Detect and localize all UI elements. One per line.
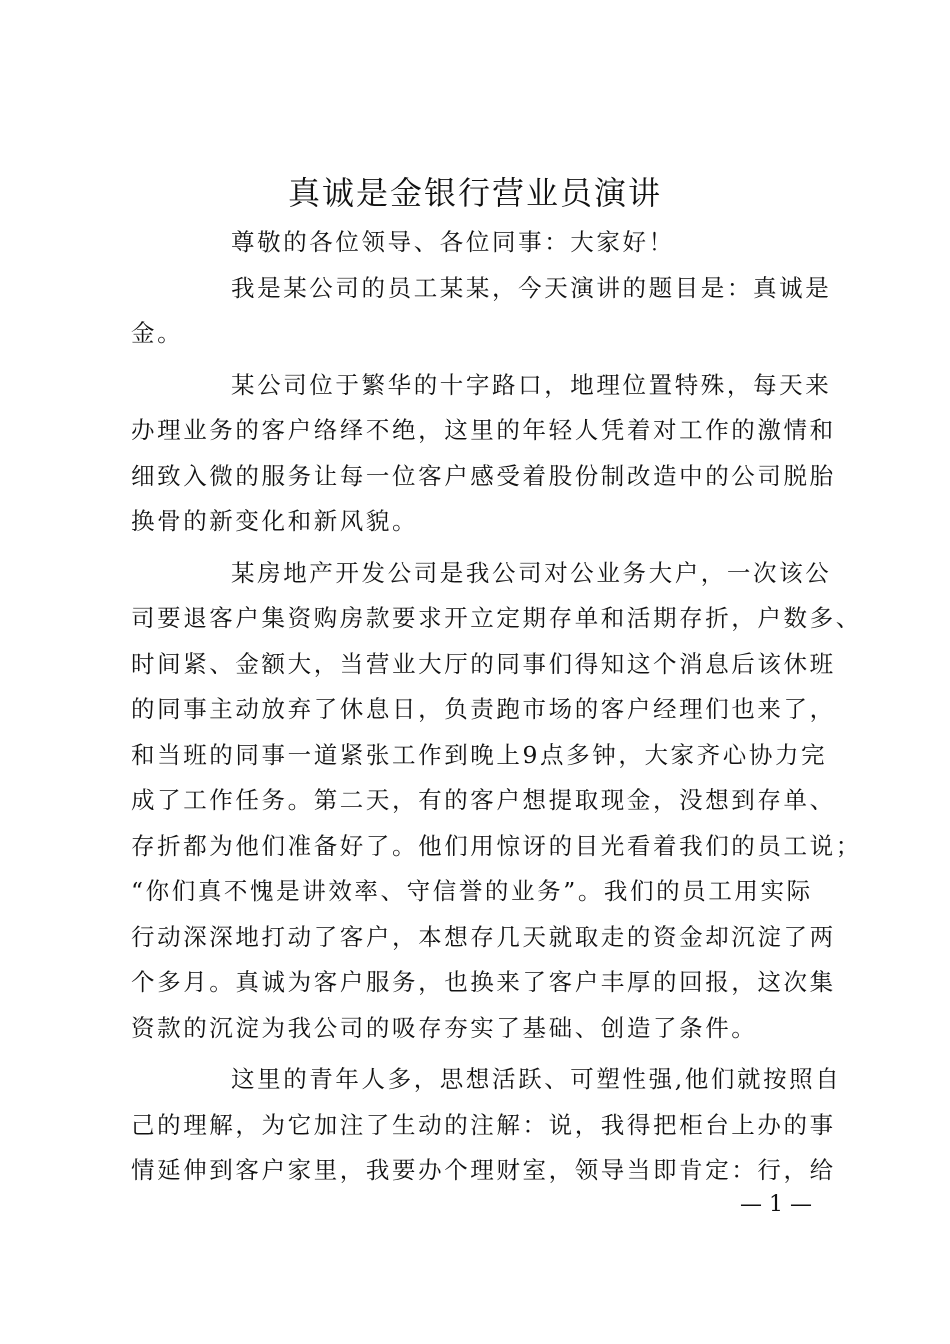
text-line: 存折都为他们准备好了。他们用惊讶的目光看着我们的员工说； [131, 831, 862, 860]
text-line: 个多月。真诚为客户服务，也换来了客户丰厚的回报，这次集 [131, 968, 836, 996]
paragraph-story [131, 551, 862, 1052]
text-line: 办理业务的客户络绎不绝，这里的年轻人凭着对工作的激情和 [131, 416, 836, 444]
text-line: 的同事主动放弃了休息日，负责跑市场的客户经理们也来了， [131, 695, 836, 723]
text-line: 这里的青年人多，思想活跃、可塑性强,他们就按照自 [231, 1065, 842, 1093]
text-line: 司要退客户集资购房款要求开立定期存单和活期存折，户数多、 [131, 604, 862, 632]
paragraph-greeting [131, 220, 821, 266]
document-body [131, 220, 862, 1194]
text-line: 时间紧、金额大，当营业大厅的同事们得知这个消息后该休班 [131, 649, 836, 678]
text-line: 金。 [131, 319, 184, 347]
text-line: 某房地产开发公司是我公司对公业务大户，一次该公 [231, 558, 832, 587]
text-line: 我是某公司的员工某某，今天演讲的题目是：真诚是 [231, 273, 832, 302]
paragraph-intro [131, 266, 832, 357]
text-line: 成了工作任务。第二天，有的客户想提取现金，没想到存单、 [131, 786, 836, 814]
text-line: 细致入微的服务让每一位客户感受着股份制改造中的公司脱胎 [131, 461, 836, 490]
text-line: “你们真不愧是讲效率、守信誉的业务”。我们的员工用实际 [131, 877, 813, 905]
text-line: 某公司位于繁华的十字路口，地理位置特殊，每天来 [231, 370, 832, 399]
page-title: 真诚是金银行营业员演讲 [287, 174, 662, 212]
text-line: 换骨的新变化和新风貌。 [131, 507, 419, 535]
page-number: — 1 — [740, 1192, 812, 1217]
text-line: 尊敬的各位领导、各位同事：大家好！ [231, 228, 675, 256]
text-line: 己的理解，为它加注了生动的注解：说，我得把柜台上办的事 [131, 1110, 836, 1139]
text-line: 情延伸到客户家里，我要办个理财室，领导当即肯定：行，给 [131, 1156, 836, 1184]
text-line: 行动深深地打动了客户，本想存几天就取走的资金却沉淀了两 [131, 922, 836, 951]
paragraph-location [131, 363, 836, 545]
paragraph-youth [131, 1057, 842, 1194]
text-line: 和当班的同事一道紧张工作到晚上9点多钟，大家齐心协力完 [131, 740, 828, 769]
text-line: 资款的沉淀为我公司的吸存夯实了基础、创造了条件。 [131, 1013, 758, 1042]
